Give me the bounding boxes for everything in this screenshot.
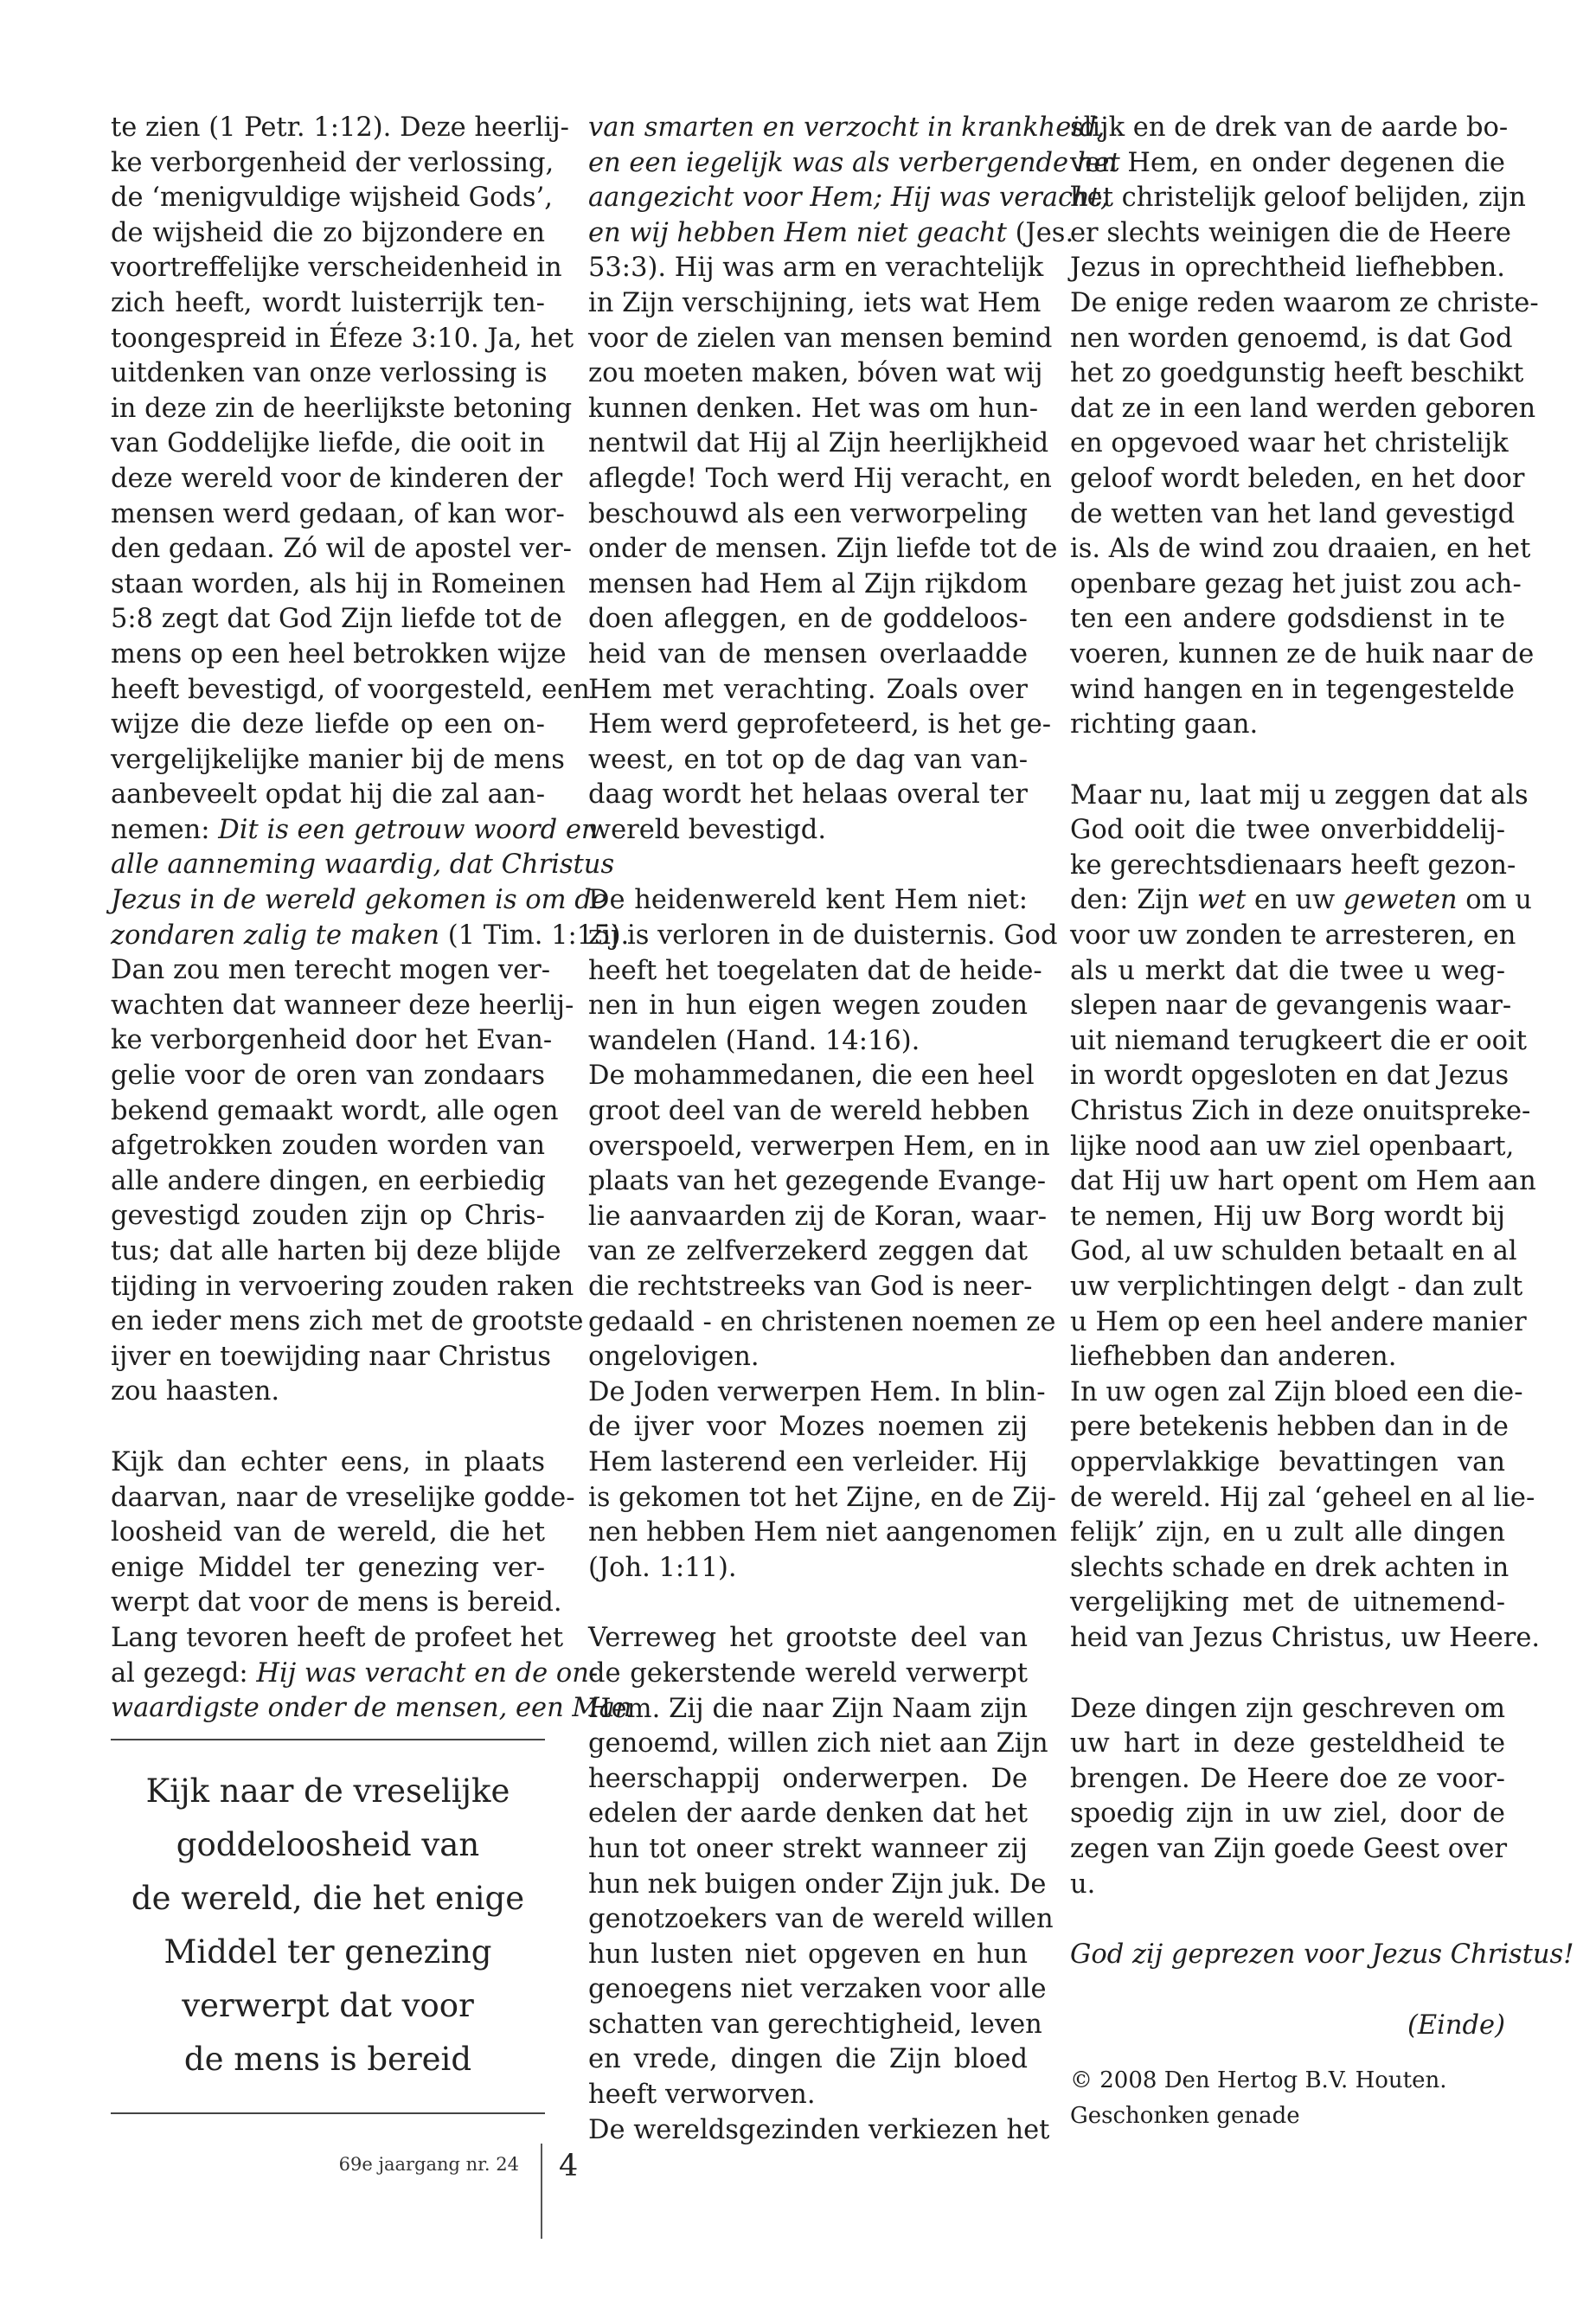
emphasis: wet [1196, 885, 1247, 916]
text-line: God ooit die twee onverbiddelij- [1070, 815, 1505, 846]
text-line: ke verborgenheid der verlossing, [111, 147, 554, 178]
text-line: loosheid van de wereld, die het [111, 1517, 545, 1548]
text-run: (1 Tim. 1:15). [439, 920, 630, 951]
text-line: de ijver voor Mozes noemen zij [588, 1412, 1028, 1443]
text-line: den gedaan. Zó wil de apostel ver- [111, 534, 572, 565]
text-line: toongespreid in Éfeze 3:10. Ja, het [111, 323, 574, 354]
text-line: schatten van gerechtigheid, leven [588, 2009, 1042, 2040]
text-line: dat ze in een land werden geboren [1070, 393, 1536, 424]
text-line: genoemd, willen zich niet aan Zijn [588, 1728, 1048, 1759]
text-line: u. [1070, 1868, 1096, 1900]
text-line: De heidenwereld kent Hem niet: [588, 885, 1028, 916]
text-line [111, 813, 599, 849]
text-line: Verreweg het grootste deel van [588, 1623, 1028, 1654]
text-line: heerschappij onderwerpen. De [588, 1763, 1028, 1794]
scripture-quote: Jezus in de wereld gekomen is om de [111, 885, 607, 916]
einde-text: (Einde) [1407, 2009, 1505, 2041]
column-2 [588, 111, 1120, 2148]
text-line: Hem werd geprofeteerd, is het ge- [588, 709, 1052, 740]
text-line: uitdenken van onze verlossing is [111, 358, 548, 389]
text-line: zij is verloren in de duisternis. God [588, 920, 1058, 952]
text-line: uit niemand terugkeert die er ooit [1070, 1025, 1528, 1056]
text-line: nen in hun eigen wegen zouden [588, 990, 1028, 1022]
text-line: heeft het toegelaten dat de heide- [588, 955, 1042, 986]
pull-quote-line: goddeloosheid van [176, 1826, 480, 1863]
text-line: ten een andere godsdienst in te [1070, 604, 1505, 635]
text-line: in Zijn verschijning, iets wat Hem [588, 287, 1042, 318]
text-line: liefhebben dan anderen. [1070, 1342, 1397, 1373]
text-line: Hem lasterend een verleider. Hij [588, 1446, 1028, 1477]
text-run: en uw [1246, 885, 1343, 916]
text-line: ke gerechtsdienaars heeft gezon- [1070, 849, 1516, 881]
text-line: De wereldsgezinden verkiezen het [588, 2114, 1050, 2145]
text-line: nen worden genoemd, is dat God [1070, 323, 1513, 354]
text-line: Maar nu, laat mij u zeggen dat als [1070, 779, 1529, 811]
closing-line [1070, 1938, 1574, 1973]
text-line [1070, 883, 1532, 919]
text-line: De Joden verwerpen Hem. In blin- [588, 1376, 1046, 1407]
text-line: tijding in vervoering zouden raken [111, 1271, 574, 1302]
text-line: hun lusten niet opgeven en hun [588, 1939, 1028, 1970]
text-line: slepen naar de gevangenis waar- [1070, 990, 1512, 1022]
text-line: deze wereld voor de kinderen der [111, 463, 563, 494]
text-line: zegen van Zijn goede Geest over [1070, 1833, 1508, 1864]
text-line: felijk’ zijn, en u zult alle dingen [1070, 1517, 1505, 1548]
column-3 [1070, 111, 1574, 2136]
text-line: en opgevoed waar het christelijk [1070, 428, 1509, 459]
column-1 [111, 111, 632, 1727]
scripture-quote: en wij hebben Hem niet geacht [588, 217, 1007, 248]
scripture-quote: alle aanneming waardig, dat Christus [111, 849, 615, 881]
text-line: dat Hij uw hart opent om Hem aan [1070, 1166, 1536, 1197]
text-line: zou haasten. [111, 1376, 280, 1407]
text-line: overspoeld, verwerpen Hem, en in [588, 1131, 1050, 1162]
text-line: Hem met verachting. Zoals over [588, 674, 1028, 705]
scripture-quote: zondaren zalig te maken [111, 920, 440, 951]
text-line: en ieder mens zich met de grootste [111, 1306, 584, 1337]
text-line [111, 1657, 599, 1692]
text-line: Kijk dan echter eens, in plaats [111, 1446, 545, 1477]
text-line: slijk en de drek van de aarde bo- [1070, 112, 1509, 143]
text-line: De mohammedanen, die een heel [588, 1061, 1035, 1092]
text-line: de wereld. Hij zal ‘geheel en al lie- [1070, 1482, 1535, 1513]
text-line: genoegens niet verzaken voor alle [588, 1974, 1047, 2005]
scripture-quote: waardigste onder de mensen, een Man [111, 1693, 632, 1724]
pull-quote-line: Kijk naar de vreselijke [145, 1772, 510, 1810]
text-line: tus; dat alle harten bij deze blijde [111, 1236, 561, 1266]
text-line: de gekerstende wereld verwerpt [588, 1657, 1028, 1689]
text-line: het christelijk geloof belijden, zijn [1070, 183, 1526, 214]
text-line: de wetten van het land gevestigd [1070, 498, 1516, 529]
scripture-quote: aangezicht voor Hem; Hij was veracht, [588, 183, 1109, 214]
text-line: uw hart in deze gesteldheid te [1070, 1728, 1505, 1759]
text-line: zich heeft, wordt luisterrijk ten- [111, 287, 545, 318]
pull-quote-line: Middel ter genezing [163, 1933, 492, 1971]
text-line: 5:8 zegt dat God Zijn liefde tot de [111, 604, 562, 635]
text-line: u Hem op een heel andere manier [1070, 1306, 1527, 1337]
text-line: openbare gezag het juist zou ach- [1070, 568, 1522, 599]
text-line: hun nek buigen onder Zijn juk. De [588, 1868, 1047, 1900]
text-line: plaats van het gezegende Evange- [588, 1166, 1047, 1197]
text-line: mensen had Hem al Zijn rijkdom [588, 568, 1028, 599]
text-line: afgetrokken zouden worden van [111, 1131, 545, 1162]
text-line: de ‘menigvuldige wijsheid Gods’, [111, 183, 553, 214]
source: Geschonken genade [1070, 2102, 1300, 2129]
text-line: heid van de mensen overlaadde [588, 638, 1028, 670]
text-line: wandelen (Hand. 14:16). [588, 1025, 920, 1056]
text-line: lijke nood aan uw ziel openbaart, [1070, 1131, 1515, 1162]
text-line: nentwil dat Hij al Zijn heerlijkheid [588, 428, 1049, 459]
text-line: wind hangen en in tegengestelde [1070, 674, 1515, 705]
text-line [111, 848, 615, 883]
text-line: pere betekenis hebben dan in de [1070, 1412, 1509, 1443]
text-line: te zien (1 Petr. 1:12). Deze heerlij- [111, 112, 569, 143]
text-run: (Jes. [1006, 217, 1074, 248]
text-line: alle andere dingen, en eerbiedig [111, 1165, 546, 1196]
text-line: er slechts weinigen die de Heere [1070, 217, 1511, 248]
text-line: werpt dat voor de mens is bereid. [111, 1587, 562, 1618]
text-line: groot deel van de wereld hebben [588, 1096, 1030, 1127]
text-line [588, 181, 1109, 216]
text-line: oppervlakkige bevattingen van [1070, 1446, 1505, 1477]
text-line: heeft verworven. [588, 2080, 816, 2111]
text-line: onder de mensen. Zijn liefde tot de [588, 534, 1058, 565]
text-line: wijze die deze liefde op een on- [111, 709, 545, 740]
text-line: richting gaan. [1070, 709, 1259, 740]
copyright: © 2008 Den Hertog B.V. Houten. [1070, 2067, 1447, 2094]
text-line [588, 111, 1106, 146]
text-run: al gezegd: [111, 1657, 257, 1689]
emphasis: geweten [1343, 885, 1458, 916]
text-line: nen hebben Hem niet aangenomen [588, 1517, 1058, 1548]
text-line: enige Middel ter genezing ver- [111, 1552, 545, 1583]
text-line: geloof wordt beleden, en het door [1070, 463, 1525, 494]
text-line: te nemen, Hij uw Borg wordt bij [1070, 1201, 1505, 1232]
text-line: doen afleggen, en de goddeloos- [588, 604, 1028, 635]
text-line [111, 1691, 632, 1727]
text-line: mens op een heel betrokken wijze [111, 638, 567, 670]
text-line: van ze zelfverzekerd zeggen dat [588, 1236, 1028, 1267]
text-line: kunnen denken. Het was om hun- [588, 393, 1039, 424]
text-line: is. Als de wind zou draaien, en het [1070, 534, 1531, 565]
text-run: om u [1457, 885, 1532, 916]
text-line: lie aanvaarden zij de Koran, waar- [588, 1201, 1048, 1232]
text-line: is gekomen tot het Zijne, en de Zij- [588, 1482, 1056, 1513]
text-line: In uw ogen zal Zijn bloed een die- [1070, 1376, 1523, 1407]
text-line: wereld bevestigd. [588, 814, 827, 845]
text-line: edelen der aarde denken dat het [588, 1798, 1028, 1830]
text-line: hun tot oneer strekt wanneer zij [588, 1833, 1028, 1864]
text-line: heid van Jezus Christus, uw Heere. [1070, 1622, 1541, 1653]
text-line: vergelijkelijke manier bij de mens [111, 744, 565, 775]
text-line: die rechtstreeks van God is neer- [588, 1272, 1033, 1302]
text-line: het zo goedgunstig heeft beschikt [1070, 358, 1524, 389]
text-line: de wijsheid die zo bijzondere en [111, 217, 545, 248]
text-line: Deze dingen zijn geschreven om [1070, 1693, 1505, 1724]
text-line: brengen. De Heere doe ze voor- [1070, 1763, 1505, 1794]
page-number: 4 [559, 2149, 579, 2183]
pull-quote [111, 1739, 545, 2114]
pull-quote-line: verwerpt dat voor [182, 1987, 474, 2024]
text-run: nemen: [111, 814, 219, 845]
scripture-quote: Dit is een getrouw woord en [218, 814, 599, 845]
text-line: ke verborgenheid door het Evan- [111, 1025, 553, 1056]
pull-quote-line: de mens is bereid [183, 2041, 472, 2078]
text-line: voortreffelijke verscheidenheid in [111, 253, 562, 284]
text-line: staan worden, als hij in Romeinen [111, 568, 566, 599]
text-line: De enige reden waarom ze christe- [1070, 287, 1539, 318]
scripture-quote: en een iegelijk was als verbergende het [588, 147, 1120, 178]
text-line: beschouwd als een verworpeling [588, 498, 1028, 529]
text-line: heeft bevestigd, of voorgesteld, een [111, 674, 590, 705]
text-line: Hem. Zij die naar Zijn Naam zijn [588, 1693, 1028, 1724]
scripture-quote: Hij was veracht en de on- [256, 1657, 599, 1689]
pull-quote-line: de wereld, die het enige [131, 1880, 525, 1917]
text-line: Dan zou men terecht mogen ver- [111, 955, 551, 986]
text-line: (Joh. 1:11). [588, 1552, 737, 1583]
text-line: voeren, kunnen ze de huik naar de [1070, 638, 1535, 670]
text-line: in wordt opgesloten en dat Jezus [1070, 1061, 1509, 1092]
text-line: God, al uw schulden betaalt en al [1070, 1236, 1517, 1267]
text-line: ven Hem, en onder degenen die [1070, 147, 1505, 178]
text-line: aflegde! Toch werd Hij veracht, en [588, 463, 1052, 494]
text-line: spoedig zijn in uw ziel, door de [1070, 1798, 1505, 1830]
text-line: in deze zin de heerlijkste betoning [111, 393, 573, 424]
text-line: Jezus in oprechtheid liefhebben. [1070, 253, 1505, 284]
text-line: aanbeveelt opdat hij die zal aan- [111, 779, 545, 811]
text-line: uw verplichtingen delgt - dan zult [1070, 1272, 1523, 1302]
text-line: zou moeten maken, bóven wat wij [588, 358, 1043, 389]
closing-text: God zij geprezen voor Jezus Christus! [1070, 1939, 1574, 1971]
text-line: daag wordt het helaas overal ter [588, 779, 1028, 811]
text-line: slechts schade en drek achten in [1070, 1552, 1509, 1583]
text-line [588, 146, 1120, 182]
footer-divider [541, 2144, 542, 2239]
issue-info: 69e jaargang nr. 24 [338, 2154, 519, 2175]
text-line: ijver en toewijding naar Christus [111, 1341, 552, 1372]
text-line: en vrede, dingen die Zijn bloed [588, 2044, 1028, 2075]
text-line: ongelovigen. [588, 1342, 760, 1373]
text-line: van Goddelijke liefde, die ooit in [111, 428, 545, 459]
text-line [588, 216, 1074, 252]
einde-line [1070, 2009, 1505, 2044]
text-line: 53:3). Hij was arm en verachtelijk [588, 253, 1044, 284]
text-line: genotzoekers van de wereld willen [588, 1904, 1054, 1935]
text-line: als u merkt dat die twee u weg- [1070, 955, 1505, 986]
text-line: gedaald - en christenen noemen ze [588, 1306, 1056, 1337]
text-line: voor uw zonden te arresteren, en [1070, 920, 1516, 952]
text-line: mensen werd gedaan, of kan wor- [111, 498, 565, 529]
text-line [111, 883, 607, 919]
text-line [111, 919, 630, 954]
text-line: weest, en tot op de dag van van- [588, 744, 1028, 775]
text-line: vergelijking met de uitnemend- [1070, 1587, 1505, 1618]
text-line: gevestigd zouden zijn op Chris- [111, 1201, 545, 1232]
text-line: voor de zielen van mensen bemind [588, 323, 1053, 354]
text-line: Christus Zich in deze onuitspreke- [1070, 1096, 1531, 1127]
text-line: gelie voor de oren van zondaars [111, 1061, 545, 1092]
text-line: daarvan, naar de vreselijke godde- [111, 1482, 575, 1513]
text-line: bekend gemaakt wordt, alle ogen [111, 1095, 559, 1126]
text-run: den: Zijn [1070, 885, 1197, 916]
scripture-quote: van smarten en verzocht in krankheid, [588, 112, 1106, 143]
text-line: Lang tevoren heeft de profeet het [111, 1622, 564, 1653]
text-line: wachten dat wanneer deze heerlij- [111, 990, 574, 1021]
